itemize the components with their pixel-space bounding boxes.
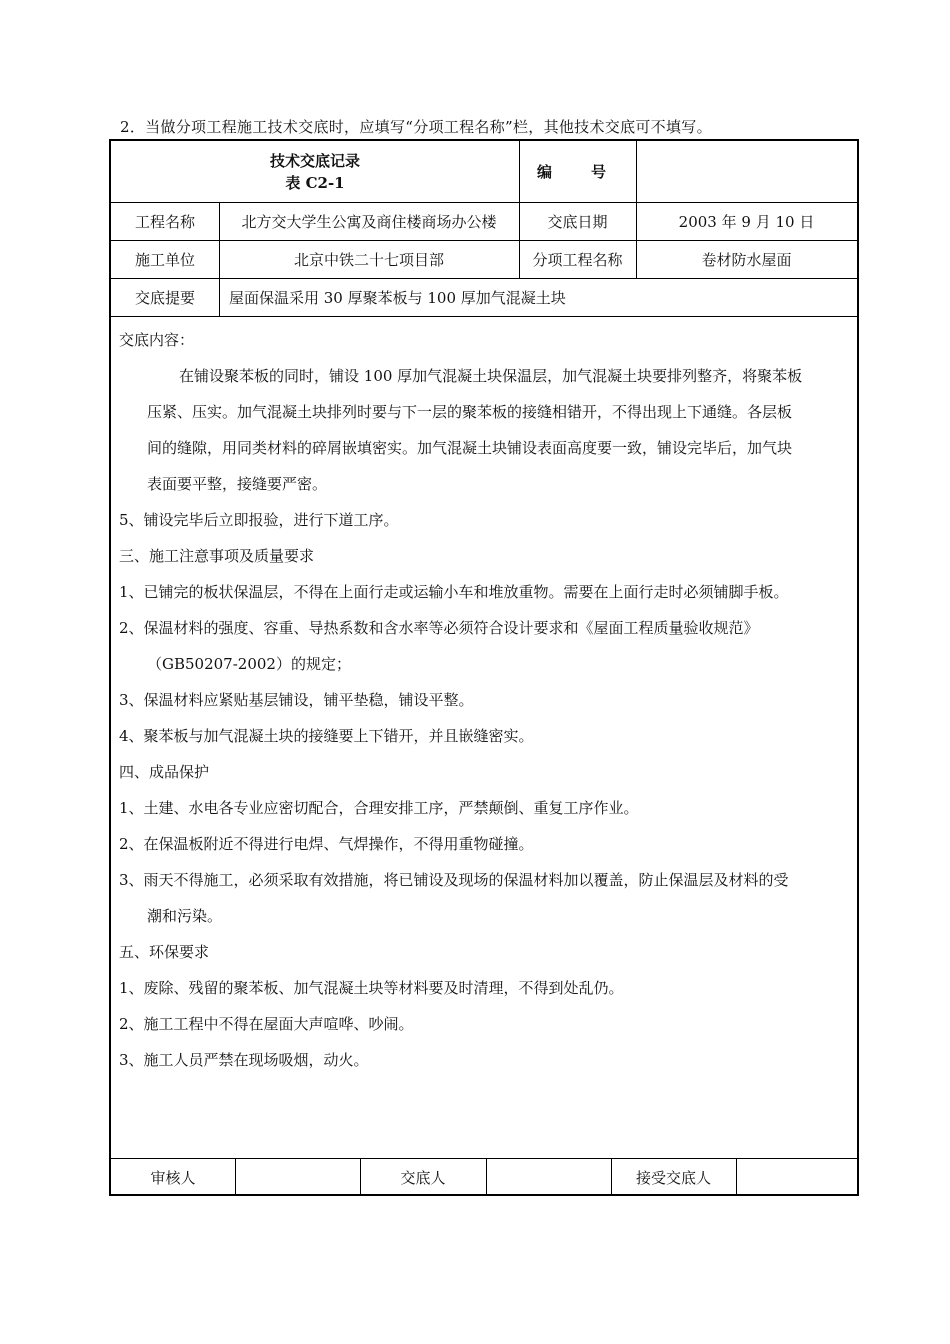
- list-item: 4、聚苯板与加气混凝土块的接缝要上下错开，并且嵌缝密实。: [119, 727, 534, 745]
- summary-value: 屋面保温采用 30 厚聚苯板与 100 厚加气混凝土块: [229, 288, 566, 307]
- paragraph-line: 间的缝隙，用同类材料的碎屑嵌填密实。加气混凝土块铺设表面高度要一致，铺设完毕后，加气块: [147, 439, 793, 457]
- list-item: 1、废除、残留的聚苯板、加气混凝土块等材料要及时清理，不得到处乱仍。: [119, 979, 624, 997]
- discloser-signature-field[interactable]: [486, 1158, 611, 1196]
- instruction-note: 2．当做分项工程施工技术交底时，应填写“分项工程名称”栏，其他技术交底可不填写。: [120, 118, 712, 136]
- paragraph-line: 压紧、压实。加气混凝土块排列时要与下一层的聚苯板的接缝相错开，不得出现上下通缝。各层板: [147, 403, 793, 421]
- date-value: 2003 年 9 月 10 日: [678, 212, 815, 231]
- list-item-continuation: 潮和污染。: [147, 907, 223, 925]
- subproject-name-value: 卷材防水屋面: [701, 250, 792, 269]
- number-label: 编 号: [536, 163, 618, 181]
- list-item-continuation: （GB50207-2002）的规定；: [147, 655, 351, 673]
- row-divider: [111, 316, 857, 317]
- construction-unit-label: 施工单位: [134, 250, 195, 269]
- list-item: 3、雨天不得施工，必须采取有效措施，将已铺设及现场的保温材料加以覆盖，防止保温层及材料的受: [119, 871, 789, 889]
- receiver-label: 接受交底人: [635, 1168, 711, 1187]
- list-item: 3、施工人员严禁在现场吸烟，动火。: [119, 1051, 369, 1069]
- list-item: 2、在保温板附近不得进行电焊、气焊操作，不得用重物碰撞。: [119, 835, 534, 853]
- content-heading: 交底内容：: [119, 331, 195, 349]
- construction-unit-value: 北京中铁二十七项目部: [293, 250, 444, 269]
- subproject-name-label: 分项工程名称: [532, 250, 623, 269]
- disclosure-content: [119, 322, 855, 1078]
- list-item: 2、保温材料的强度、容重、导热系数和含水率等必须符合设计要求和《屋面工程质量验收规范》: [119, 619, 759, 637]
- section-heading: 五、环保要求: [119, 943, 210, 961]
- form-title-block: [111, 141, 519, 202]
- project-name-label: 工程名称: [134, 212, 195, 231]
- form-title: 技术交底记录: [269, 151, 360, 170]
- form-code: 表 C2-1: [285, 173, 345, 192]
- reviewer-signature-field[interactable]: [235, 1158, 360, 1196]
- reviewer-label: 审核人: [150, 1168, 196, 1187]
- section-heading: 四、成品保护: [119, 763, 210, 781]
- number-field[interactable]: [636, 141, 857, 202]
- summary-label: 交底提要: [134, 288, 195, 307]
- paragraph-line: 在铺设聚苯板的同时，铺设 100 厚加气混凝土块保温层，加气混凝土块要排列整齐，将聚苯板: [179, 367, 803, 385]
- discloser-label: 交底人: [400, 1168, 446, 1187]
- section-heading: 三、施工注意事项及质量要求: [119, 547, 315, 565]
- paragraph-line: 表面要平整，接缝要严密。: [147, 475, 328, 493]
- list-item: 1、土建、水电各专业应密切配合，合理安排工序，严禁颠倒、重复工序作业。: [119, 799, 639, 817]
- receiver-signature-field[interactable]: [736, 1158, 857, 1196]
- project-name-value: 北方交大学生公寓及商住楼商场办公楼: [241, 212, 497, 231]
- date-label: 交底日期: [547, 212, 608, 231]
- list-item: 1、已铺完的板状保温层，不得在上面行走或运输小车和堆放重物。需要在上面行走时必须铺脚手板。: [119, 583, 789, 601]
- list-item: 5、铺设完毕后立即报验，进行下道工序。: [119, 511, 399, 529]
- list-item: 2、施工工程中不得在屋面大声喧哗、吵闹。: [119, 1015, 414, 1033]
- disclosure-record-table: [109, 139, 859, 1196]
- list-item: 3、保温材料应紧贴基层铺设，铺平垫稳，铺设平整。: [119, 691, 474, 709]
